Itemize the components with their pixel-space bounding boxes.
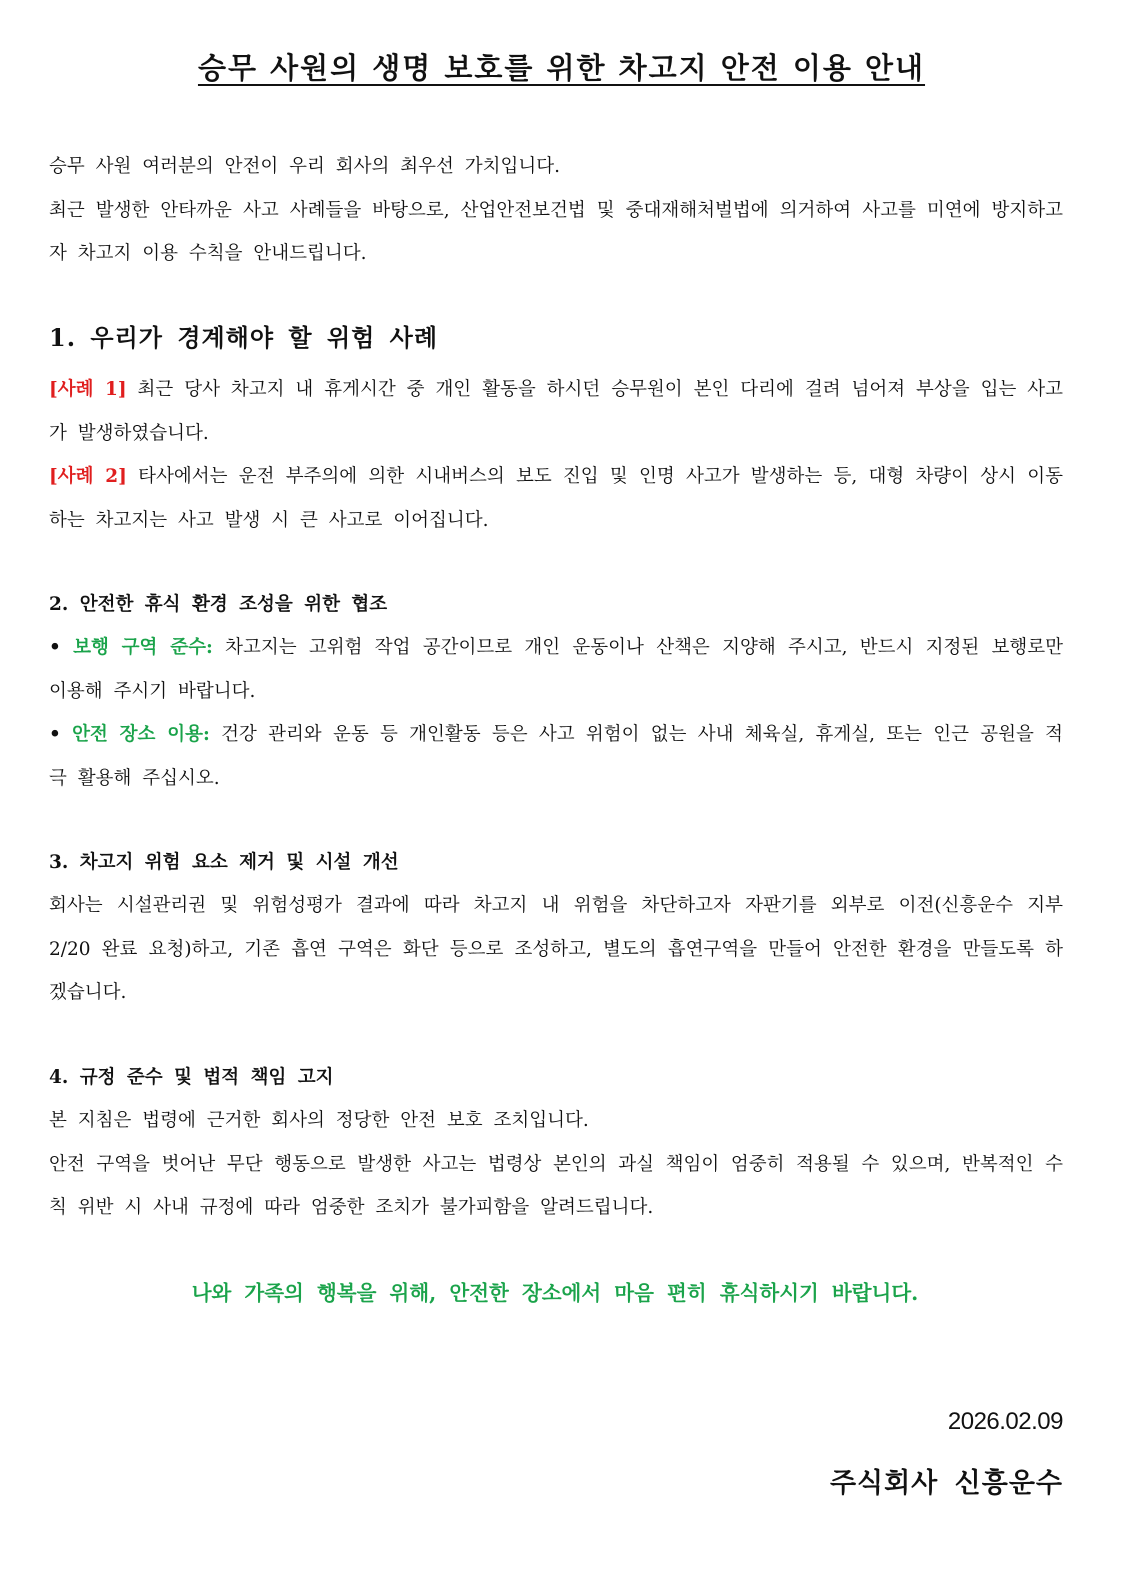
section4-body <box>49 1099 1063 1230</box>
section2-item-1 <box>49 626 1063 713</box>
intro-line-2: 최근 발생한 안타까운 사고 사례들을 바탕으로, 산업안전보건법 및 중대재해처벌법에 의거하여 사고를 미연에 방지하고자 차고지 이용 수칙을 안내드립니다. <box>49 199 1063 264</box>
item-1-text: 차고지는 고위험 작업 공간이므로 개인 운동이나 산책은 지양해 주시고, 반드시 지정된 보행로만 이용해 주시기 바랍니다. <box>49 637 1063 702</box>
section1-heading: 1. 우리가 경계해야 할 위험 사례 <box>49 323 439 352</box>
intro-paragraph <box>49 145 1063 276</box>
case-2 <box>49 455 1063 542</box>
section4-line-1: 본 지침은 법령에 근거한 회사의 정당한 안전 보호 조치입니다. <box>49 1110 589 1131</box>
item-1-label: 보행 구역 준수: <box>73 637 213 658</box>
bullet-icon: • <box>49 724 61 745</box>
section4-line-2: 안전 구역을 벗어난 무단 행동으로 발생한 사고는 법령상 본인의 과실 책임이 엄중히 적용될 수 있으며, 반복적인 수칙 위반 시 사내 규정에 따라 엄중한 조치가 불가피함을 알려드립니다. <box>49 1153 1063 1218</box>
item-2-label: 안전 장소 이용: <box>72 724 210 745</box>
section2-body <box>49 626 1063 800</box>
section2-heading: 2. 안전한 휴식 환경 조성을 위한 협조 <box>49 594 388 615</box>
section3-text: 회사는 시설관리권 및 위험성평가 결과에 따라 차고지 내 위험을 차단하고자 자판기를 외부로 이전(신흥운수 지부 2/20 완료 요청)하고, 기존 흡연 구역은 화단 등으로 조성하고, 별도의 흡연구역을 만들어 안전한 환경을 만들도록 하겠습니다. <box>49 895 1063 1003</box>
case-2-text: 타사에서는 운전 부주의에 의한 시내버스의 보도 진입 및 인명 사고가 발생하는 등, 대형 차량이 상시 이동하는 차고지는 사고 발생 시 큰 사고로 이어집니다. <box>49 466 1063 531</box>
case-2-label: [사례 2] <box>49 466 127 487</box>
company-name: 주식회사 신흥운수 <box>829 1468 1063 1499</box>
page-title: 승무 사원의 생명 보호를 위한 차고지 안전 이용 안내 <box>197 51 926 85</box>
section1-body <box>49 368 1063 542</box>
section3-heading: 3. 차고지 위험 요소 제거 및 시설 개선 <box>49 852 399 873</box>
document-date: 2026.02.09 <box>947 1408 1063 1435</box>
section3-body <box>49 884 1063 1015</box>
intro-line-1: 승무 사원 여러분의 안전이 우리 회사의 최우선 가치입니다. <box>49 156 560 177</box>
section2-item-2 <box>49 713 1063 800</box>
section4-heading: 4. 규정 준수 및 법적 책임 고지 <box>49 1067 334 1088</box>
case-1-text: 최근 당사 차고지 내 휴게시간 중 개인 활동을 하시던 승무원이 본인 다리에 걸려 넘어져 부상을 입는 사고가 발생하였습니다. <box>49 379 1063 444</box>
case-1-label: [사례 1] <box>49 379 127 400</box>
bullet-icon: • <box>49 637 61 658</box>
item-2-text: 건강 관리와 운동 등 개인활동 등은 사고 위험이 없는 사내 체육실, 휴게실, 또는 인근 공원을 적극 활용해 주십시오. <box>49 724 1063 789</box>
case-1 <box>49 368 1063 455</box>
closing-message: 나와 가족의 행복을 위해, 안전한 장소에서 마음 편히 휴식하시기 바랍니다. <box>191 1281 919 1305</box>
